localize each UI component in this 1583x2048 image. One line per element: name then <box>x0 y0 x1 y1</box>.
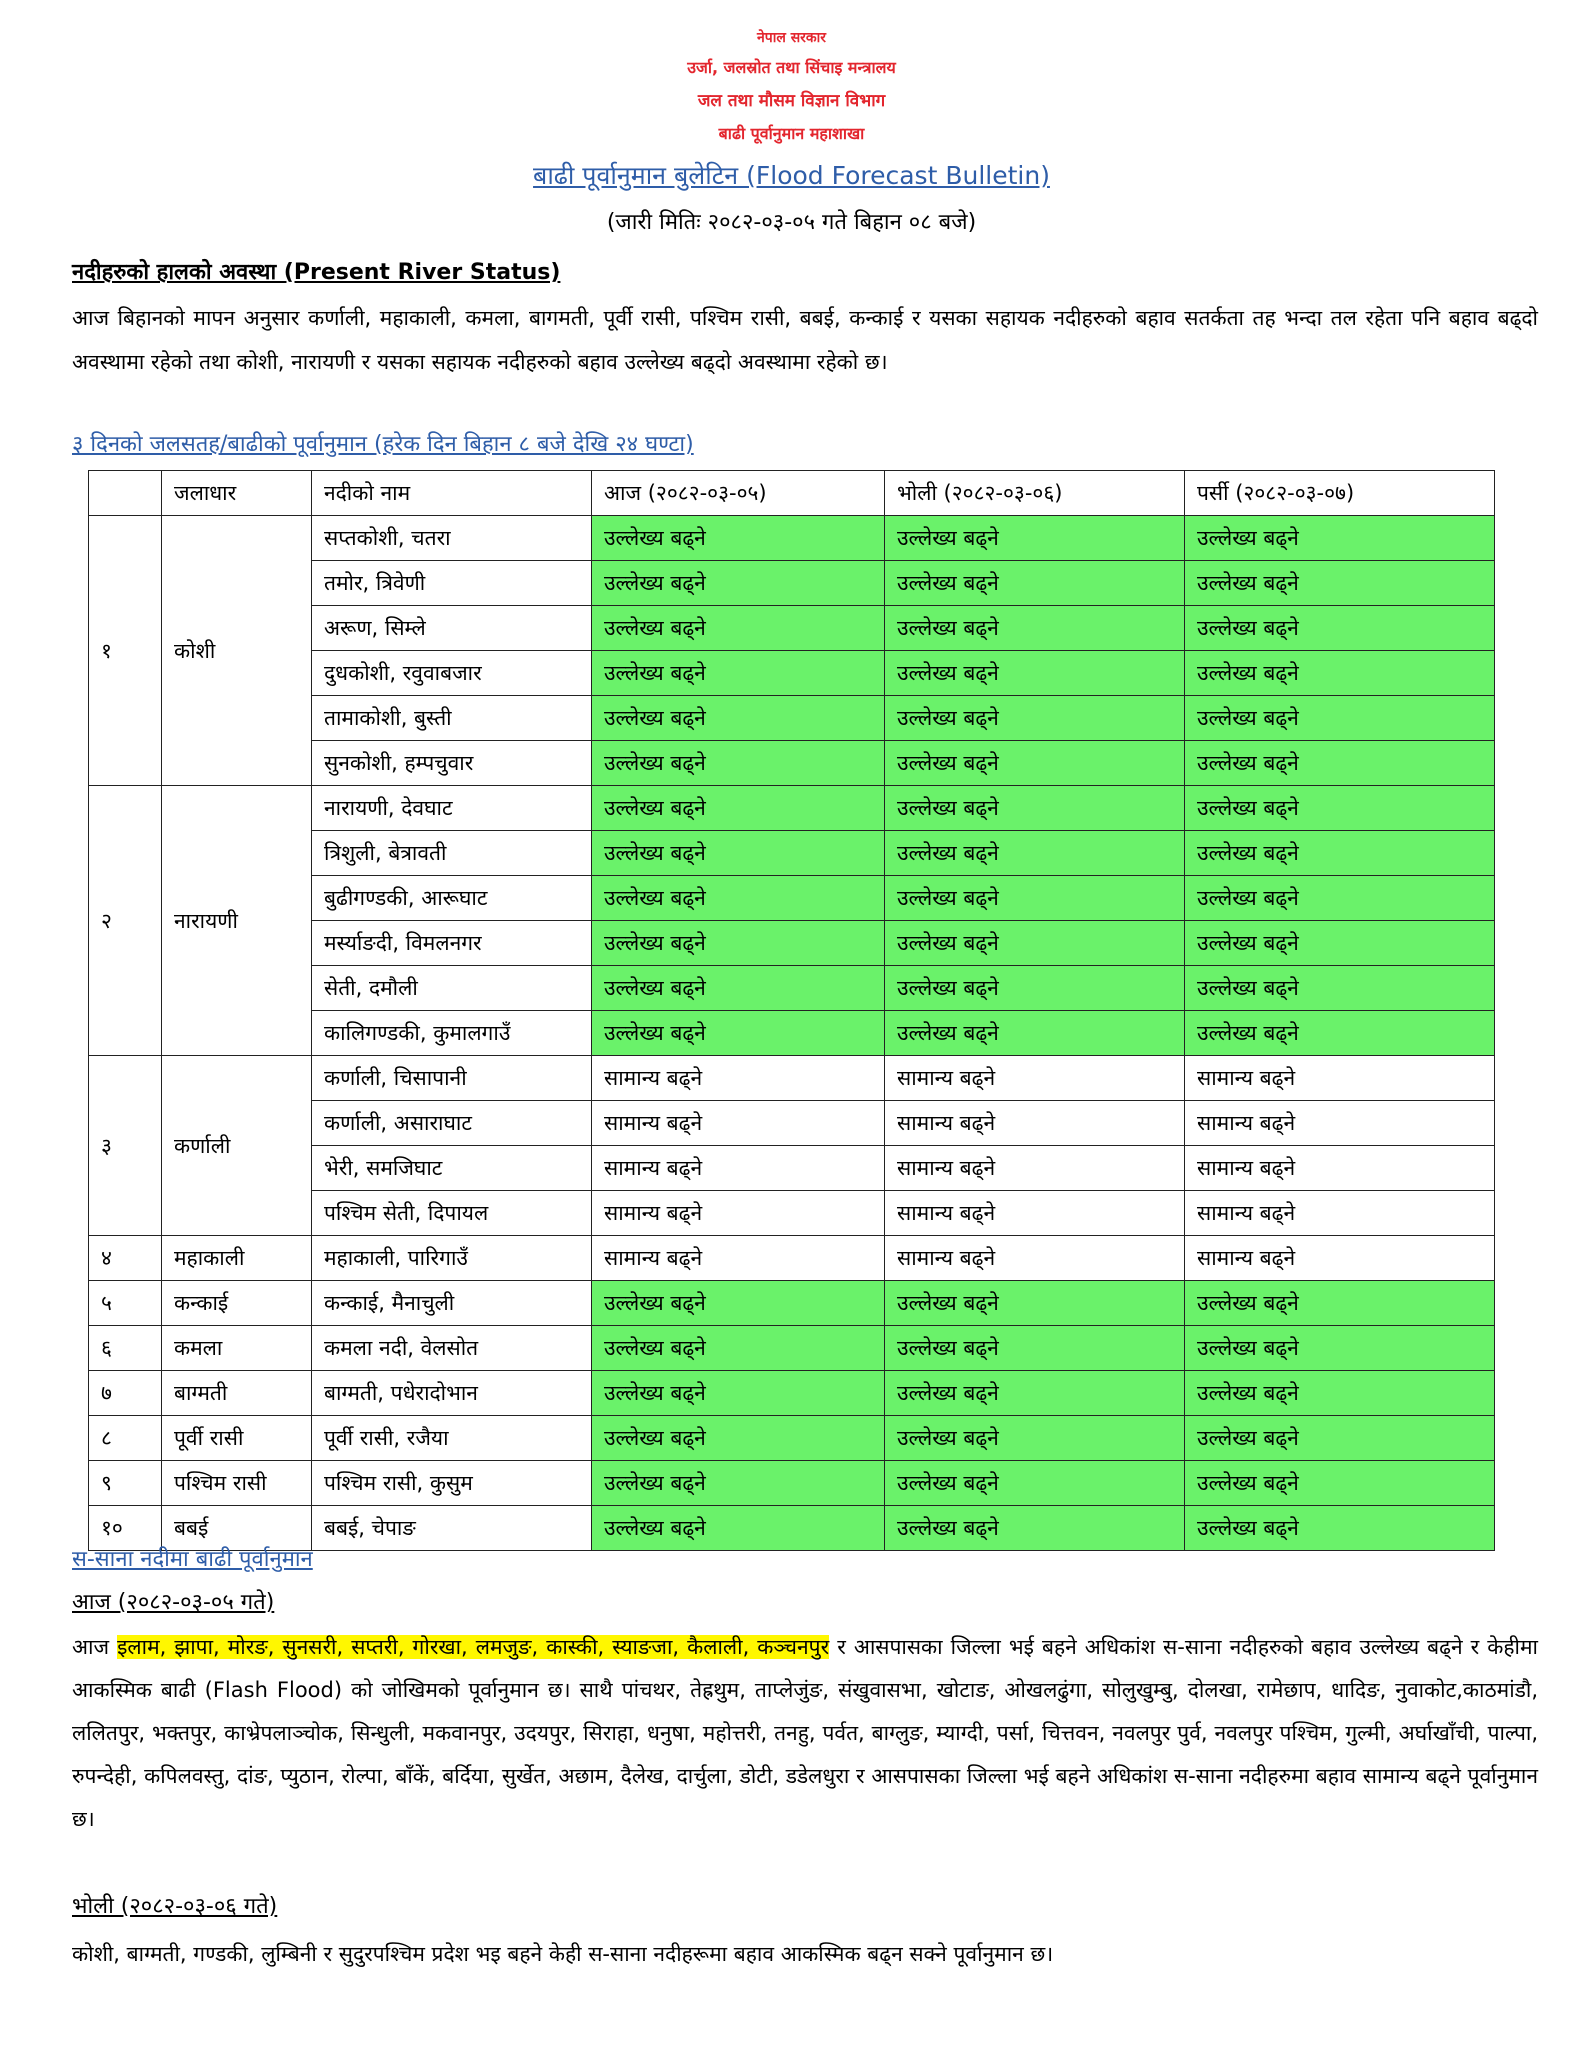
basin-name: बाग्मती <box>162 1371 312 1416</box>
table-row <box>89 1371 1495 1416</box>
basin-name: पूर्वी रासी <box>162 1416 312 1461</box>
forecast-tomorrow: उल्लेख्य बढ्ने <box>885 876 1185 921</box>
forecast-day-after: उल्लेख्य बढ्ने <box>1185 1011 1495 1056</box>
forecast-tomorrow: उल्लेख्य बढ्ने <box>885 1416 1185 1461</box>
table-row <box>89 516 1495 561</box>
river-name: महाकाली, पारिगाउँ <box>312 1236 592 1281</box>
basin-name: कर्णाली <box>162 1056 312 1236</box>
forecast-today: उल्लेख्य बढ्ने <box>592 606 885 651</box>
table-row <box>89 1326 1495 1371</box>
col-header-number <box>89 471 162 516</box>
issued-date: (जारी मितिः २०८२-०३-०५ गते बिहान ०८ बजे) <box>606 210 977 235</box>
basin-number: ४ <box>89 1236 162 1281</box>
forecast-day-after: उल्लेख्य बढ्ने <box>1185 651 1495 696</box>
river-name: तमोर, त्रिवेणी <box>312 561 592 606</box>
river-name: त्रिशुली, बेत्रावती <box>312 831 592 876</box>
basin-name: कमला <box>162 1326 312 1371</box>
forecast-today: उल्लेख्य बढ्ने <box>592 741 885 786</box>
forecast-day-after: उल्लेख्य बढ्ने <box>1185 786 1495 831</box>
col-header-river: नदीको नाम <box>312 471 592 516</box>
forecast-today: उल्लेख्य बढ्ने <box>592 696 885 741</box>
forecast-today: उल्लेख्य बढ्ने <box>592 1281 885 1326</box>
river-name: तामाकोशी, बुस्ती <box>312 696 592 741</box>
table-row <box>89 1056 1495 1101</box>
forecast-today: सामान्य बढ्ने <box>592 1101 885 1146</box>
today-highlight-districts: इलाम, झापा, मोरङ, सुनसरी, सप्तरी, गोरखा, लमजुङ, कास्की, स्याङजा, कैलाली, कञ्चनपुर <box>117 1635 830 1659</box>
river-name: मर्स्याङदी, विमलनगर <box>312 921 592 966</box>
small-rivers-tomorrow-heading: भोली (२०८२-०३-०६ गते) <box>72 1894 278 1919</box>
river-name: भेरी, समजिघाट <box>312 1146 592 1191</box>
basin-name: कोशी <box>162 516 312 786</box>
table-header-row <box>89 471 1495 516</box>
present-status-heading: नदीहरुको हालको अवस्था (Present River Status) <box>72 260 561 285</box>
small-rivers-heading: स-साना नदीमा बाढी पूर्वानुमान <box>72 1547 313 1572</box>
forecast-today: उल्लेख्य बढ्ने <box>592 1326 885 1371</box>
forecast-today: सामान्य बढ्ने <box>592 1236 885 1281</box>
forecast-day-after: उल्लेख्य बढ्ने <box>1185 921 1495 966</box>
river-name: पश्चिम रासी, कुसुम <box>312 1461 592 1506</box>
table-row <box>89 1416 1495 1461</box>
forecast-day-after: उल्लेख्य बढ्ने <box>1185 876 1495 921</box>
forecast-day-after: उल्लेख्य बढ्ने <box>1185 561 1495 606</box>
river-name: अरूण, सिम्ले <box>312 606 592 651</box>
river-name: कर्णाली, असाराघाट <box>312 1101 592 1146</box>
forecast-table <box>88 470 1495 1551</box>
forecast-tomorrow: उल्लेख्य बढ्ने <box>885 651 1185 696</box>
forecast-day-after: उल्लेख्य बढ्ने <box>1185 696 1495 741</box>
river-name: सेती, दमौली <box>312 966 592 1011</box>
river-name: कालिगण्डकी, कुमालगाउँ <box>312 1011 592 1056</box>
forecast-tomorrow: उल्लेख्य बढ्ने <box>885 966 1185 1011</box>
today-prefix: आज <box>72 1635 110 1659</box>
river-name: पूर्वी रासी, रजैया <box>312 1416 592 1461</box>
basin-number: ३ <box>89 1056 162 1236</box>
river-name: दुधकोशी, रवुवाबजार <box>312 651 592 696</box>
basin-number: ८ <box>89 1416 162 1461</box>
forecast-day-after: उल्लेख्य बढ्ने <box>1185 1281 1495 1326</box>
basin-number: ५ <box>89 1281 162 1326</box>
forecast-tomorrow: उल्लेख्य बढ्ने <box>885 606 1185 651</box>
forecast-tomorrow: उल्लेख्य बढ्ने <box>885 561 1185 606</box>
forecast-day-after: उल्लेख्य बढ्ने <box>1185 966 1495 1011</box>
river-name: कर्णाली, चिसापानी <box>312 1056 592 1101</box>
forecast-today: उल्लेख्य बढ्ने <box>592 966 885 1011</box>
forecast-day-after: उल्लेख्य बढ्ने <box>1185 1416 1495 1461</box>
small-rivers-today-text <box>72 1626 1538 1841</box>
basin-name: नारायणी <box>162 786 312 1056</box>
small-rivers-tomorrow-text: कोशी, बाग्मती, गण्डकी, लुम्बिनी र सुदुरपश्चिम प्रदेश भइ बहने केही स-साना नदीहरूमा बहाव आकस्मिक बढ्न सक्ने पूर्वानुमान छ। <box>72 1942 1054 1966</box>
forecast-today: उल्लेख्य बढ्ने <box>592 1371 885 1416</box>
present-status-text: आज बिहानको मापन अनुसार कर्णाली, महाकाली, कमला, बागमती, पूर्वी रासी, पश्चिम रासी, बबई, कन्काई र यसका सहायक नदीहरुको बहाव सतर्कता तह भन्दा तल रहेता पनि बहाव बढ्दो अवस्थामा रहेको तथा कोशी, नारायणी र यसका सहायक नदीहरुको बहाव उल्लेख्य बढ्दो अवस्थामा रहेको छ। <box>72 306 1538 374</box>
forecast-day-after: सामान्य बढ्ने <box>1185 1101 1495 1146</box>
river-name: सुनकोशी, हम्पचुवार <box>312 741 592 786</box>
forecast-today: सामान्य बढ्ने <box>592 1191 885 1236</box>
river-name: कन्काई, मैनाचुली <box>312 1281 592 1326</box>
basin-name: कन्काई <box>162 1281 312 1326</box>
river-name: सप्तकोशी, चतरा <box>312 516 592 561</box>
forecast-day-after: उल्लेख्य बढ्ने <box>1185 606 1495 651</box>
forecast-today: उल्लेख्य बढ्ने <box>592 1416 885 1461</box>
forecast-tomorrow: उल्लेख्य बढ्ने <box>885 1011 1185 1056</box>
forecast-day-after: सामान्य बढ्ने <box>1185 1191 1495 1236</box>
river-name: बाग्मती, पधेरादोभान <box>312 1371 592 1416</box>
col-header-day-after: पर्सी (२०८२-०३-०७) <box>1185 471 1495 516</box>
header-department: जल तथा मौसम विज्ञान विभाग <box>697 91 886 111</box>
table-row <box>89 1236 1495 1281</box>
forecast-table-body <box>89 516 1495 1551</box>
forecast-today: उल्लेख्य बढ्ने <box>592 1506 885 1551</box>
forecast-today: उल्लेख्य बढ्ने <box>592 651 885 696</box>
forecast-tomorrow: उल्लेख्य बढ्ने <box>885 921 1185 966</box>
basin-number: ९ <box>89 1461 162 1506</box>
forecast-tomorrow: उल्लेख्य बढ्ने <box>885 696 1185 741</box>
bulletin-title: बाढी पूर्वानुमान बुलेटिन (Flood Forecast Bulletin) <box>533 161 1050 190</box>
basin-name: बबई <box>162 1506 312 1551</box>
forecast-day-after: उल्लेख्य बढ्ने <box>1185 516 1495 561</box>
col-header-today: आज (२०८२-०३-०५) <box>592 471 885 516</box>
col-header-tomorrow: भोली (२०८२-०३-०६) <box>885 471 1185 516</box>
forecast-today: उल्लेख्य बढ्ने <box>592 876 885 921</box>
forecast-day-after: सामान्य बढ्ने <box>1185 1056 1495 1101</box>
forecast-tomorrow: सामान्य बढ्ने <box>885 1101 1185 1146</box>
forecast-tomorrow: उल्लेख्य बढ्ने <box>885 1371 1185 1416</box>
forecast-today: उल्लेख्य बढ्ने <box>592 1461 885 1506</box>
header-division: बाढी पूर्वानुमान महाशाखा <box>718 124 865 143</box>
forecast-day-after: सामान्य बढ्ने <box>1185 1236 1495 1281</box>
small-rivers-today-heading: आज (२०८२-०३-०५ गते) <box>72 1590 275 1615</box>
basin-number: ६ <box>89 1326 162 1371</box>
header-ministry: उर्जा, जलस्रोत तथा सिंचाइ मन्त्रालय <box>687 58 896 77</box>
forecast-tomorrow: उल्लेख्य बढ्ने <box>885 1326 1185 1371</box>
col-header-basin: जलाधार <box>162 471 312 516</box>
forecast-day-after: उल्लेख्य बढ्ने <box>1185 831 1495 876</box>
forecast-tomorrow: उल्लेख्य बढ्ने <box>885 1506 1185 1551</box>
forecast-tomorrow: सामान्य बढ्ने <box>885 1146 1185 1191</box>
basin-number: १० <box>89 1506 162 1551</box>
forecast-today: उल्लेख्य बढ्ने <box>592 831 885 876</box>
basin-number: ७ <box>89 1371 162 1416</box>
table-row <box>89 786 1495 831</box>
forecast-tomorrow: सामान्य बढ्ने <box>885 1236 1185 1281</box>
basin-number: १ <box>89 516 162 786</box>
basin-number: २ <box>89 786 162 1056</box>
basin-name: महाकाली <box>162 1236 312 1281</box>
forecast-tomorrow: उल्लेख्य बढ्ने <box>885 1281 1185 1326</box>
basin-name: पश्चिम रासी <box>162 1461 312 1506</box>
forecast-today: उल्लेख्य बढ्ने <box>592 561 885 606</box>
forecast-tomorrow: सामान्य बढ्ने <box>885 1056 1185 1101</box>
forecast-tomorrow: सामान्य बढ्ने <box>885 1191 1185 1236</box>
forecast-today: सामान्य बढ्ने <box>592 1146 885 1191</box>
forecast-tomorrow: उल्लेख्य बढ्ने <box>885 1461 1185 1506</box>
forecast-tomorrow: उल्लेख्य बढ्ने <box>885 516 1185 561</box>
river-name: नारायणी, देवघाट <box>312 786 592 831</box>
forecast-tomorrow: उल्लेख्य बढ्ने <box>885 786 1185 831</box>
forecast-day-after: सामान्य बढ्ने <box>1185 1146 1495 1191</box>
forecast-day-after: उल्लेख्य बढ्ने <box>1185 1461 1495 1506</box>
forecast-today: सामान्य बढ्ने <box>592 1056 885 1101</box>
forecast-today: उल्लेख्य बढ्ने <box>592 1011 885 1056</box>
river-name: बबई, चेपाङ <box>312 1506 592 1551</box>
forecast-today: उल्लेख्य बढ्ने <box>592 921 885 966</box>
table-row <box>89 1281 1495 1326</box>
forecast-today: उल्लेख्य बढ्ने <box>592 516 885 561</box>
forecast-heading: ३ दिनको जलसतह/बाढीको पूर्वानुमान (हरेक दिन बिहान ८ बजे देखि २४ घण्टा) <box>72 432 694 457</box>
forecast-day-after: उल्लेख्य बढ्ने <box>1185 1506 1495 1551</box>
forecast-day-after: उल्लेख्य बढ्ने <box>1185 741 1495 786</box>
river-name: पश्चिम सेती, दिपायल <box>312 1191 592 1236</box>
river-name: कमला नदी, वेलसोत <box>312 1326 592 1371</box>
table-row <box>89 1461 1495 1506</box>
forecast-tomorrow: उल्लेख्य बढ्ने <box>885 831 1185 876</box>
today-text-body: र आसपासका जिल्ला भई बहने अधिकांश स-साना नदीहरुको बहाव उल्लेख्य बढ्ने र केहीमा आकस्मिक बाढी (Flash Flood) को जोखिमको पूर्वानुमान छ। साथै पांचथर, तेह्रथुम, ताप्लेजुंङ, संखुवासभा, खोटाङ, ओखलढुंगा, सोलुखुम्बु, दोलखा, रामेछाप, धादिङ, नुवाकोट,काठमांडौ, ललितपुर, भक्तपुर, काभ्रेपलाञ्चोक, सिन्धुली, मकवानपुर, उदयपुर, सिराहा, धनुषा, महोत्तरी, तनहु, पर्वत, बाग्लुङ, म्याग्दी, पर्सा, चित्तवन, नवलपुर पुर्व, नवलपुर पश्चिम, गुल्मी, अर्घाखाँची, पाल्पा, रुपन्देही, कपिलवस्तु, दांङ, प्युठान, रोल्पा, बाँकें, बर्दिया, सुर्खेत, अछाम, दैलेख, दार्चुला, डोटी, डडेलधुरा र आसपासका जिल्ला भई बहने अधिकांश स-साना नदीहरुमा बहाव सामान्य बढ्ने पूर्वानुमान छ। <box>72 1635 1538 1831</box>
forecast-day-after: उल्लेख्य बढ्ने <box>1185 1371 1495 1416</box>
river-name: बुढीगण्डकी, आरूघाट <box>312 876 592 921</box>
forecast-today: उल्लेख्य बढ्ने <box>592 786 885 831</box>
forecast-tomorrow: उल्लेख्य बढ्ने <box>885 741 1185 786</box>
header-government: नेपाल सरकार <box>756 30 826 46</box>
forecast-day-after: उल्लेख्य बढ्ने <box>1185 1326 1495 1371</box>
